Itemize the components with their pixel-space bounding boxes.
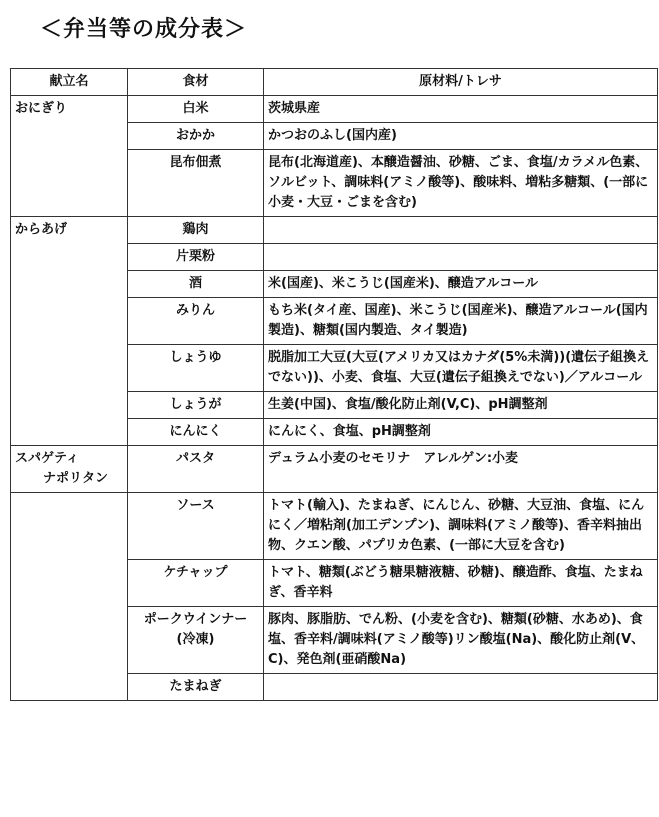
- header-food: 食材: [128, 69, 264, 96]
- header-dish: 献立名: [11, 69, 128, 96]
- food-cell: 昆布佃煮: [128, 150, 264, 217]
- raw-material-cell: にんにく、食塩、pH調整剤: [264, 419, 658, 446]
- raw-material-cell: 豚肉、豚脂肪、でん粉、(小麦を含む)、糖類(砂糖、水あめ)、食塩、香辛料/調味料(アミノ酸等)リン酸塩(Na)、酸化防止剤(V、C)、発色剤(亜硝酸Na): [264, 607, 658, 674]
- table-row: [11, 217, 658, 244]
- dish-cell: からあげ: [11, 217, 128, 446]
- food-cell: 鶏肉: [128, 217, 264, 244]
- food-cell: 白米: [128, 96, 264, 123]
- header-raw-materials: 原材料/トレサ: [264, 69, 658, 96]
- table-row: [11, 446, 658, 493]
- dish-cell: [11, 446, 128, 493]
- food-cell: ソース: [128, 493, 264, 560]
- raw-material-cell: デュラム小麦のセモリナ アレルゲン:小麦: [264, 446, 658, 493]
- raw-material-cell: [264, 217, 658, 244]
- page-title: ＜弁当等の成分表＞: [40, 17, 248, 42]
- ingredients-table: [10, 68, 658, 701]
- dish-name-line1: スパゲティ: [15, 451, 79, 466]
- raw-material-cell: [264, 674, 658, 701]
- raw-material-cell: トマト(輸入)、たまねぎ、にんじん、砂糖、大豆油、食塩、にんにく／増粘剤(加工デンプン)、調味料(アミノ酸等)、香辛料抽出物、クエン酸、パプリカ色素、(一部に大豆を含む): [264, 493, 658, 560]
- raw-material-cell: 脱脂加工大豆(大豆(アメリカ又はカナダ(5%未満))(遺伝子組換えでない))、小麦、食塩、大豆(遺伝子組換えでない)／アルコール: [264, 345, 658, 392]
- food-cell: みりん: [128, 298, 264, 345]
- food-cell: しょうが: [128, 392, 264, 419]
- food-cell: 酒: [128, 271, 264, 298]
- raw-material-cell: トマト、糖類(ぶどう糖果糖液糖、砂糖)、醸造酢、食塩、たまねぎ、香辛料: [264, 560, 658, 607]
- food-cell: にんにく: [128, 419, 264, 446]
- food-cell: パスタ: [128, 446, 264, 493]
- raw-material-cell: 茨城県産: [264, 96, 658, 123]
- dish-cell: おにぎり: [11, 96, 128, 217]
- food-name-line2: (冷凍): [176, 632, 215, 647]
- raw-material-cell: [264, 244, 658, 271]
- food-name-line1: ポークウインナー: [143, 612, 248, 627]
- food-cell: おかか: [128, 123, 264, 150]
- raw-material-cell: 生姜(中国)、食塩/酸化防止剤(V,C)、pH調整剤: [264, 392, 658, 419]
- food-cell: たまねぎ: [128, 674, 264, 701]
- food-cell: ケチャップ: [128, 560, 264, 607]
- table-row: [11, 96, 658, 123]
- raw-material-cell: もち米(タイ産、国産)、米こうじ(国産米)、醸造アルコール(国内製造)、糖類(国内製造、タイ製造): [264, 298, 658, 345]
- raw-material-cell: 米(国産)、米こうじ(国産米)、醸造アルコール: [264, 271, 658, 298]
- food-cell: 片栗粉: [128, 244, 264, 271]
- food-cell: [128, 607, 264, 674]
- food-cell: しょうゆ: [128, 345, 264, 392]
- raw-material-cell: 昆布(北海道産)、本醸造醤油、砂糖、ごま、食塩/カラメル色素、ソルビット、調味料(アミノ酸等)、酸味料、増粘多糖類、(一部に小麦・大豆・ごまを含む): [264, 150, 658, 217]
- table-row: [11, 493, 658, 560]
- dish-cell-empty: [11, 493, 128, 701]
- raw-material-cell: かつおのふし(国内産): [264, 123, 658, 150]
- table-header-row: [11, 69, 658, 96]
- dish-name-line2: ナポリタン: [43, 471, 109, 486]
